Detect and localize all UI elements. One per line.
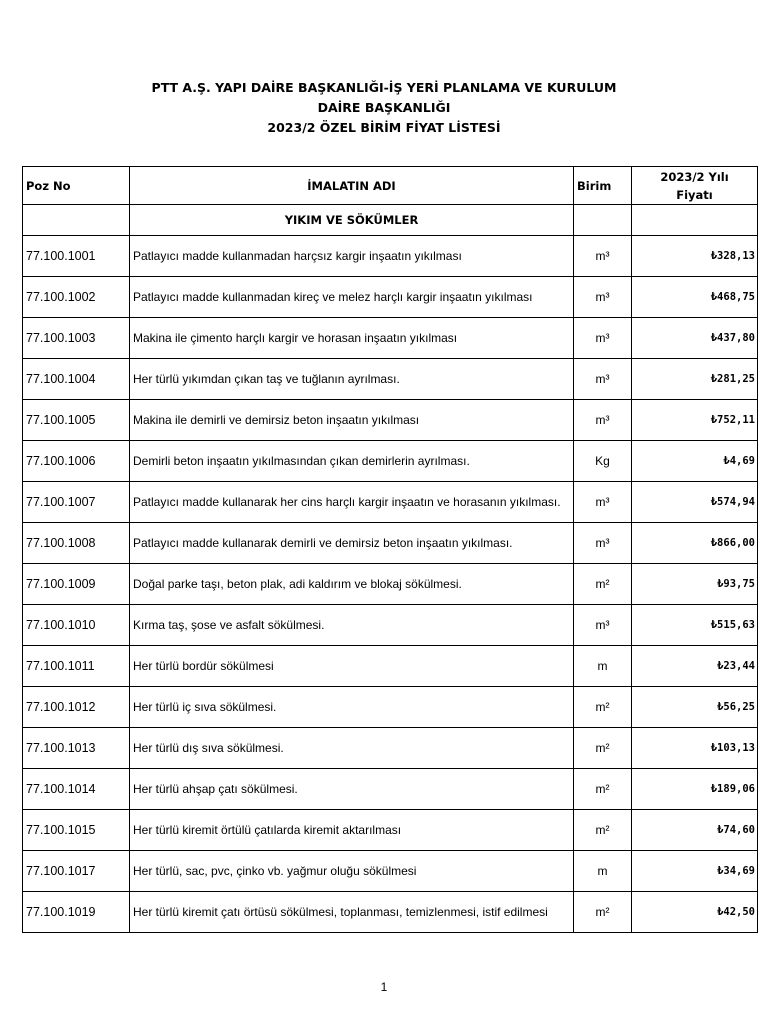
row-code: 77.100.1010: [23, 605, 130, 646]
row-unit: m²: [574, 892, 632, 933]
row-price: ₺328,13: [632, 236, 758, 277]
row-price: ₺752,11: [632, 400, 758, 441]
row-description: Her türlü yıkımdan çıkan taş ve tuğlanın ayrılması.: [130, 359, 574, 400]
table-row: [23, 482, 758, 523]
row-description: Doğal parke taşı, beton plak, adi kaldırım ve blokaj sökülmesi.: [130, 564, 574, 605]
row-unit: m: [574, 851, 632, 892]
table-row: [23, 400, 758, 441]
row-price: ₺189,06: [632, 769, 758, 810]
table-row: [23, 277, 758, 318]
row-description: Demirli beton inşaatın yıkılmasından çıkan demirlerin ayrılması.: [130, 441, 574, 482]
row-description: Her türlü iç sıva sökülmesi.: [130, 687, 574, 728]
table-row: [23, 769, 758, 810]
row-price: ₺4,69: [632, 441, 758, 482]
row-unit: m³: [574, 236, 632, 277]
row-price: ₺34,69: [632, 851, 758, 892]
table-row: [23, 605, 758, 646]
row-unit: m²: [574, 810, 632, 851]
row-code: 77.100.1015: [23, 810, 130, 851]
row-unit: m³: [574, 482, 632, 523]
row-price: ₺103,13: [632, 728, 758, 769]
column-header-unit: Birim: [574, 167, 632, 205]
row-code: 77.100.1001: [23, 236, 130, 277]
row-unit: m²: [574, 728, 632, 769]
table-row: [23, 851, 758, 892]
table-row: [23, 564, 758, 605]
row-price: ₺468,75: [632, 277, 758, 318]
row-description: Her türlü kiremit örtülü çatılarda kiremit aktarılması: [130, 810, 574, 851]
row-code: 77.100.1002: [23, 277, 130, 318]
row-price: ₺437,80: [632, 318, 758, 359]
row-description: Patlayıcı madde kullanmadan kireç ve melez harçlı kargir inşaatın yıkılması: [130, 277, 574, 318]
section-price-cell: [632, 205, 758, 236]
column-header-price: 2023/2 Yılı Fiyatı: [632, 167, 758, 205]
row-price: ₺23,44: [632, 646, 758, 687]
row-price: ₺574,94: [632, 482, 758, 523]
row-unit: m³: [574, 277, 632, 318]
table-row: [23, 687, 758, 728]
table-header-row: [23, 167, 758, 205]
row-description: Patlayıcı madde kullanarak demirli ve demirsiz beton inşaatın yıkılması.: [130, 523, 574, 564]
section-row: [23, 205, 758, 236]
row-unit: m²: [574, 564, 632, 605]
row-price: ₺281,25: [632, 359, 758, 400]
row-price: ₺74,60: [632, 810, 758, 851]
table-row: [23, 441, 758, 482]
header-line-1: PTT A.Ş. YAPI DAİRE BAŞKANLIĞI-İŞ YERİ PLANLAMA VE KURULUM: [151, 80, 617, 95]
row-unit: m³: [574, 400, 632, 441]
table-row: [23, 646, 758, 687]
row-unit: m²: [574, 769, 632, 810]
row-description: Patlayıcı madde kullanarak her cins harçlı kargir inşaatın ve horasanın yıkılması.: [130, 482, 574, 523]
row-code: 77.100.1003: [23, 318, 130, 359]
section-code-cell: [23, 205, 130, 236]
section-title: YIKIM VE SÖKÜMLER: [130, 205, 574, 236]
row-description: Patlayıcı madde kullanmadan harçsız kargir inşaatın yıkılması: [130, 236, 574, 277]
row-code: 77.100.1019: [23, 892, 130, 933]
page-number: 1: [380, 980, 388, 994]
row-description: Her türlü bordür sökülmesi: [130, 646, 574, 687]
row-unit: m³: [574, 359, 632, 400]
row-code: 77.100.1006: [23, 441, 130, 482]
row-description: Her türlü, sac, pvc, çinko vb. yağmur oluğu sökülmesi: [130, 851, 574, 892]
row-unit: m³: [574, 605, 632, 646]
header-line-3: 2023/2 ÖZEL BİRİM FİYAT LİSTESİ: [267, 120, 501, 135]
row-price: ₺866,00: [632, 523, 758, 564]
section-unit-cell: [574, 205, 632, 236]
row-description: Makina ile çimento harçlı kargir ve horasan inşaatın yıkılması: [130, 318, 574, 359]
row-price: ₺515,63: [632, 605, 758, 646]
row-description: Her türlü kiremit çatı örtüsü sökülmesi, toplanması, temizlenmesi, istif edilmesi: [130, 892, 574, 933]
row-code: 77.100.1011: [23, 646, 130, 687]
row-description: Her türlü dış sıva sökülmesi.: [130, 728, 574, 769]
table-row: [23, 318, 758, 359]
row-code: 77.100.1014: [23, 769, 130, 810]
row-unit: Kg: [574, 441, 632, 482]
row-description: Her türlü ahşap çatı sökülmesi.: [130, 769, 574, 810]
column-header-code: Poz No: [23, 167, 130, 205]
row-code: 77.100.1012: [23, 687, 130, 728]
row-price: ₺56,25: [632, 687, 758, 728]
row-description: Kırma taş, şose ve asfalt sökülmesi.: [130, 605, 574, 646]
row-code: 77.100.1008: [23, 523, 130, 564]
row-code: 77.100.1017: [23, 851, 130, 892]
table-row: [23, 892, 758, 933]
price-table: [22, 166, 758, 933]
table-row: [23, 359, 758, 400]
row-unit: m³: [574, 523, 632, 564]
column-header-name: İMALATIN ADI: [130, 167, 574, 205]
row-code: 77.100.1007: [23, 482, 130, 523]
document-header: [0, 78, 768, 138]
row-code: 77.100.1013: [23, 728, 130, 769]
row-code: 77.100.1009: [23, 564, 130, 605]
row-unit: m³: [574, 318, 632, 359]
header-line-2: DAİRE BAŞKANLIĞI: [317, 100, 451, 115]
table-row: [23, 523, 758, 564]
row-unit: m: [574, 646, 632, 687]
table-row: [23, 810, 758, 851]
row-code: 77.100.1004: [23, 359, 130, 400]
row-unit: m²: [574, 687, 632, 728]
row-price: ₺93,75: [632, 564, 758, 605]
table-body: [23, 205, 758, 933]
table-row: [23, 236, 758, 277]
row-code: 77.100.1005: [23, 400, 130, 441]
table-row: [23, 728, 758, 769]
row-description: Makina ile demirli ve demirsiz beton inşaatın yıkılması: [130, 400, 574, 441]
row-price: ₺42,50: [632, 892, 758, 933]
